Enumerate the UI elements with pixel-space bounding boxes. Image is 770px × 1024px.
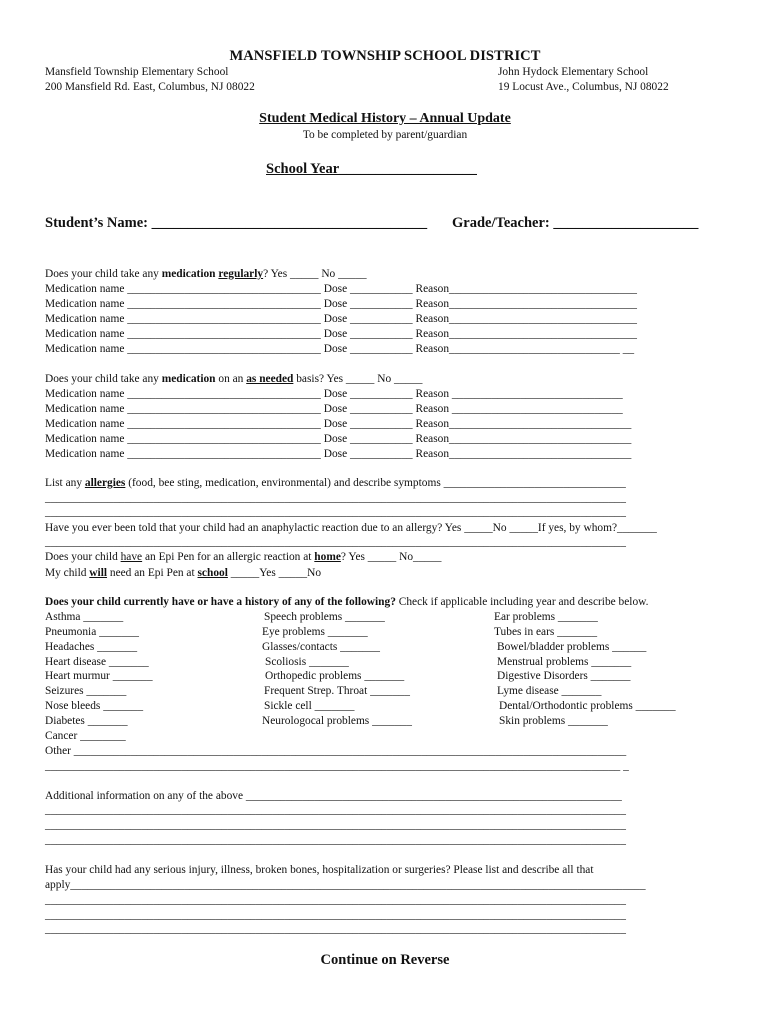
injury-line[interactable]: ______________________________________________________________________________________________________ <box>45 909 626 921</box>
other-line[interactable]: _____________________________________________________________________________________________________ _ <box>45 760 629 772</box>
condition-item[interactable]: Heart murmur _______ <box>45 670 153 682</box>
asneeded-med-row[interactable]: Medication name __________________________________ Dose ___________ Reason ______________________________ <box>45 403 623 415</box>
condition-item[interactable]: Dental/Orthodontic problems _______ <box>499 700 676 712</box>
regular-meds-question: Does your child take any medication regularly? Yes _____ No _____ <box>45 268 367 280</box>
regular-med-row[interactable]: Medication name __________________________________ Dose ___________ Reason_________________________________ <box>45 298 637 310</box>
regular-med-row[interactable]: Medication name __________________________________ Dose ___________ Reason_________________________________ <box>45 328 637 340</box>
epipen-home-question[interactable]: Does your child have an Epi Pen for an allergic reaction at home? Yes _____ No_____ <box>45 551 442 563</box>
condition-item[interactable]: Headaches _______ <box>45 641 138 653</box>
condition-item[interactable]: Glasses/contacts _______ <box>262 641 380 653</box>
condition-item[interactable]: Diabetes _______ <box>45 715 128 727</box>
form-subtitle: To be completed by parent/guardian <box>302 129 468 141</box>
condition-item[interactable]: Heart disease _______ <box>45 656 149 668</box>
allergies-line[interactable]: ______________________________________________________________________________________________________ <box>45 492 626 504</box>
condition-item[interactable]: Speech problems _______ <box>264 611 385 623</box>
condition-item[interactable]: Scoliosis _______ <box>265 656 349 668</box>
injury-line[interactable]: ______________________________________________________________________________________________________ <box>45 894 626 906</box>
allergies-question[interactable]: List any allergies (food, bee sting, medication, environmental) and describe symptoms ________________________________ <box>45 477 626 489</box>
left-school-name: Mansfield Township Elementary School <box>45 66 229 78</box>
regular-med-row[interactable]: Medication name __________________________________ Dose ___________ Reason_________________________________ <box>45 283 637 295</box>
anaphylactic-question[interactable]: Have you ever been told that your child had an anaphylactic reaction due to an allergy? Yes _____No _____If yes, by whom?_______ <box>45 522 657 534</box>
epipen-school-question[interactable]: My child will need an Epi Pen at school _____Yes _____No <box>45 567 322 579</box>
condition-item[interactable]: Menstrual problems _______ <box>497 656 632 668</box>
continue-note: Continue on Reverse <box>320 952 450 968</box>
grade-teacher-field[interactable]: Grade/Teacher: ____________________ <box>452 215 699 231</box>
right-school-address: 19 Locust Ave., Columbus, NJ 08022 <box>498 81 669 93</box>
district-title: MANSFIELD TOWNSHIP SCHOOL DISTRICT <box>229 48 541 64</box>
condition-item[interactable]: Orthopedic problems _______ <box>265 670 405 682</box>
condition-item[interactable]: Pneumonia _______ <box>45 626 139 638</box>
condition-item[interactable]: Lyme disease _______ <box>497 685 602 697</box>
condition-item[interactable]: Seizures _______ <box>45 685 127 697</box>
anaphylactic-line[interactable]: ______________________________________________________________________________________________________ <box>45 536 626 548</box>
condition-item[interactable]: Eye problems _______ <box>262 626 368 638</box>
asneeded-med-row[interactable]: Medication name __________________________________ Dose ___________ Reason ______________________________ <box>45 388 623 400</box>
right-school-name: John Hydock Elementary School <box>498 66 649 78</box>
condition-item[interactable]: Nose bleeds _______ <box>45 700 144 712</box>
asneeded-meds-question: Does your child take any medication on an as needed basis? Yes _____ No _____ <box>45 373 423 385</box>
asneeded-med-row[interactable]: Medication name __________________________________ Dose ___________ Reason________________________________ <box>45 418 632 430</box>
asneeded-med-row[interactable]: Medication name __________________________________ Dose ___________ Reason________________________________ <box>45 448 632 460</box>
condition-item[interactable]: Skin problems _______ <box>499 715 608 727</box>
condition-item[interactable]: Bowel/bladder problems ______ <box>497 641 647 653</box>
left-school-address: 200 Mansfield Rd. East, Columbus, NJ 08022 <box>45 81 255 93</box>
school-year-field[interactable]: School Year___________________ <box>266 161 477 177</box>
condition-item[interactable]: Digestive Disorders _______ <box>497 670 631 682</box>
other-field[interactable]: Other _________________________________________________________________________________________________ <box>45 745 627 757</box>
regular-med-row[interactable]: Medication name __________________________________ Dose ___________ Reason_________________________________ <box>45 313 637 325</box>
student-name-field[interactable]: Student’s Name: ______________________________________ <box>45 215 428 231</box>
regular-med-row[interactable]: Medication name __________________________________ Dose ___________ Reason______________________________ __ <box>45 343 635 355</box>
conditions-question: Does your child currently have or have a history of any of the following? Check if applicable including year and describe below. <box>45 596 649 608</box>
injury-line[interactable]: ______________________________________________________________________________________________________ <box>45 923 626 935</box>
condition-item[interactable]: Cancer ________ <box>45 730 126 742</box>
condition-item[interactable]: Tubes in ears _______ <box>494 626 598 638</box>
form-title: Student Medical History – Annual Update <box>259 111 511 126</box>
additional-info-line[interactable]: ______________________________________________________________________________________________________ <box>45 819 626 831</box>
injury-question: Has your child had any serious injury, illness, broken bones, hospitalization or surgeries? Please list and describe all that <box>45 864 594 876</box>
condition-item[interactable]: Asthma _______ <box>45 611 124 623</box>
additional-info-line[interactable]: ______________________________________________________________________________________________________ <box>45 834 626 846</box>
additional-info-line[interactable]: ______________________________________________________________________________________________________ <box>45 804 626 816</box>
condition-item[interactable]: Sickle cell _______ <box>264 700 355 712</box>
injury-apply-field[interactable]: apply_____________________________________________________________________________________________________ <box>45 879 646 891</box>
condition-item[interactable]: Ear problems _______ <box>494 611 598 623</box>
additional-info-field[interactable]: Additional information on any of the above __________________________________________________________________ <box>45 790 622 802</box>
condition-item[interactable]: Frequent Strep. Throat _______ <box>264 685 410 697</box>
condition-item[interactable]: Neurologocal problems _______ <box>262 715 412 727</box>
asneeded-med-row[interactable]: Medication name __________________________________ Dose ___________ Reason________________________________ <box>45 433 632 445</box>
allergies-line[interactable]: ______________________________________________________________________________________________________ <box>45 506 626 518</box>
